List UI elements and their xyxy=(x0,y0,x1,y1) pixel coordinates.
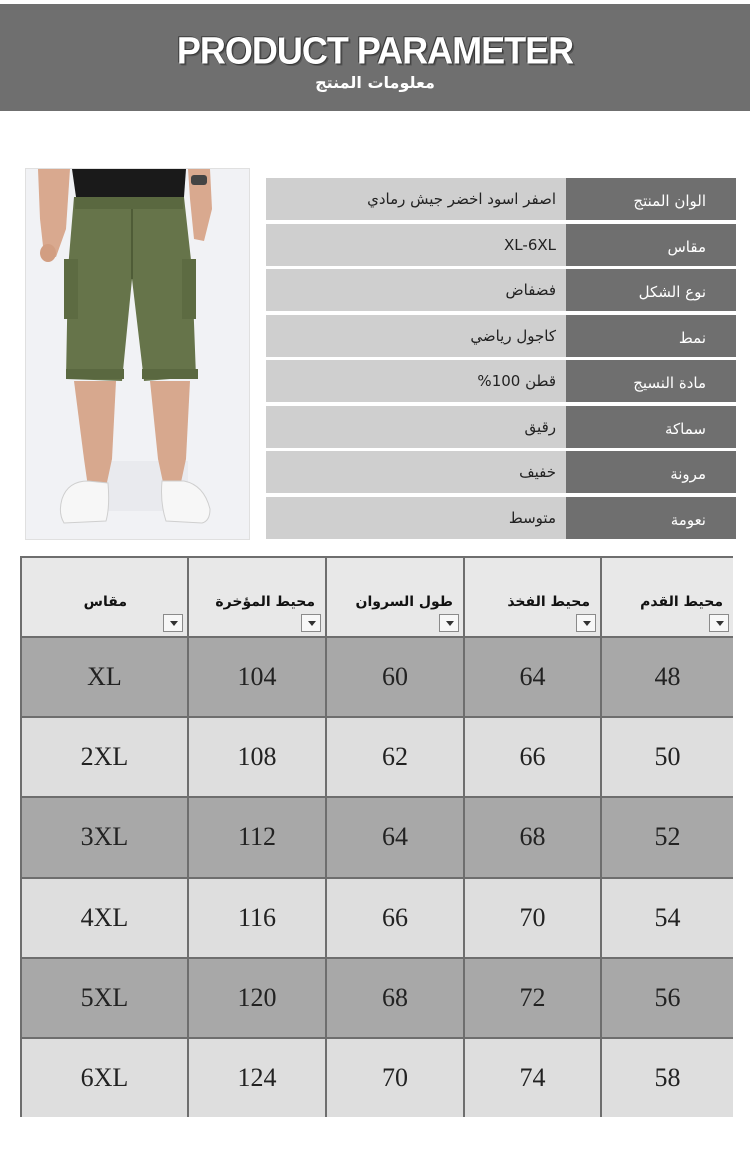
parameter-value-text: كاجول رياضي xyxy=(470,327,556,345)
size-label-cell: 2XL xyxy=(22,718,187,796)
parameter-value xyxy=(266,269,566,311)
parameter-value-text: XL-6XL xyxy=(504,236,556,254)
parameter-label xyxy=(566,224,736,266)
parameter-value xyxy=(266,360,566,402)
parameter-value xyxy=(266,224,566,266)
size-value-cell: 104 xyxy=(189,638,325,716)
size-header-cell xyxy=(189,558,325,636)
size-value-cell: 50 xyxy=(602,718,733,796)
filter-dropdown-icon[interactable] xyxy=(709,614,729,632)
parameter-value-text: متوسط xyxy=(508,509,556,527)
size-value-cell: 58 xyxy=(602,1039,733,1117)
parameter-value xyxy=(266,315,566,357)
size-value-cell: 62 xyxy=(327,718,463,796)
size-table xyxy=(20,556,733,1117)
parameter-label xyxy=(566,178,736,220)
parameter-row xyxy=(266,269,736,311)
size-header-label: طول السروان xyxy=(355,594,453,610)
parameter-value xyxy=(266,451,566,493)
parameter-row xyxy=(266,315,736,357)
parameter-row xyxy=(266,224,736,266)
size-value-cell: 48 xyxy=(602,638,733,716)
parameter-label-text: الوان المنتج xyxy=(633,192,706,210)
size-label-cell: XL xyxy=(22,638,187,716)
parameter-label-text: نعومة xyxy=(670,511,706,529)
size-value-cell: 108 xyxy=(189,718,325,796)
parameter-value-text: رقيق xyxy=(524,418,556,436)
parameter-label xyxy=(566,315,736,357)
size-header-cell xyxy=(602,558,733,636)
size-value-cell: 60 xyxy=(327,638,463,716)
size-value-cell: 64 xyxy=(465,638,600,716)
product-photo xyxy=(25,168,250,540)
size-header-label: مقاس xyxy=(83,594,127,610)
size-value-cell: 68 xyxy=(327,959,463,1037)
parameter-label-text: مادة النسيج xyxy=(633,374,706,392)
size-header-label: محيط القدم xyxy=(640,594,723,610)
parameter-row xyxy=(266,406,736,448)
parameter-label-text: سماكة xyxy=(665,420,706,438)
parameter-value-text: قطن 100% xyxy=(477,372,556,390)
size-value-cell: 66 xyxy=(327,879,463,957)
parameter-row xyxy=(266,360,736,402)
parameter-label xyxy=(566,269,736,311)
size-value-cell: 52 xyxy=(602,798,733,876)
parameter-value-text: خفيف xyxy=(519,463,556,481)
filter-dropdown-icon[interactable] xyxy=(439,614,459,632)
parameter-label-text: مرونة xyxy=(670,465,706,483)
parameter-label-text: نوع الشكل xyxy=(638,283,706,301)
size-value-cell: 70 xyxy=(465,879,600,957)
size-value-cell: 112 xyxy=(189,798,325,876)
filter-dropdown-icon[interactable] xyxy=(301,614,321,632)
size-label-cell: 3XL xyxy=(22,798,187,876)
size-label-cell: 5XL xyxy=(22,959,187,1037)
size-value-cell: 116 xyxy=(189,879,325,957)
filter-dropdown-icon[interactable] xyxy=(576,614,596,632)
parameter-label-text: نمط xyxy=(678,329,706,347)
size-header-label: محيط الفخذ xyxy=(507,594,590,610)
parameter-value xyxy=(266,178,566,220)
size-label-cell: 6XL xyxy=(22,1039,187,1117)
size-value-cell: 72 xyxy=(465,959,600,1037)
size-value-cell: 124 xyxy=(189,1039,325,1117)
parameter-label xyxy=(566,451,736,493)
parameter-value xyxy=(266,406,566,448)
page-title: PRODUCT PARAMETER xyxy=(176,28,574,72)
parameter-value-text: فضفاض xyxy=(505,281,556,299)
parameter-row xyxy=(266,178,736,220)
size-value-cell: 64 xyxy=(327,798,463,876)
size-header-cell xyxy=(465,558,600,636)
size-header-cell xyxy=(22,558,187,636)
size-value-cell: 120 xyxy=(189,959,325,1037)
size-value-cell: 56 xyxy=(602,959,733,1037)
parameter-row xyxy=(266,497,736,539)
parameter-label xyxy=(566,497,736,539)
header-banner xyxy=(0,4,750,111)
size-header-cell xyxy=(327,558,463,636)
size-value-cell: 66 xyxy=(465,718,600,796)
parameter-row xyxy=(266,451,736,493)
parameter-label xyxy=(566,360,736,402)
size-label-cell: 4XL xyxy=(22,879,187,957)
shorts-illustration xyxy=(26,169,250,540)
page-subtitle: معلومات المنتج xyxy=(315,73,435,92)
parameter-value xyxy=(266,497,566,539)
size-value-cell: 74 xyxy=(465,1039,600,1117)
size-header-label: محيط المؤخرة xyxy=(215,594,315,610)
parameter-label-text: مقاس xyxy=(667,238,706,256)
size-value-cell: 54 xyxy=(602,879,733,957)
parameter-label xyxy=(566,406,736,448)
size-value-cell: 68 xyxy=(465,798,600,876)
parameter-value-text: اصفر اسود اخضر جيش رمادي xyxy=(367,190,556,208)
size-value-cell: 70 xyxy=(327,1039,463,1117)
filter-dropdown-icon[interactable] xyxy=(163,614,183,632)
